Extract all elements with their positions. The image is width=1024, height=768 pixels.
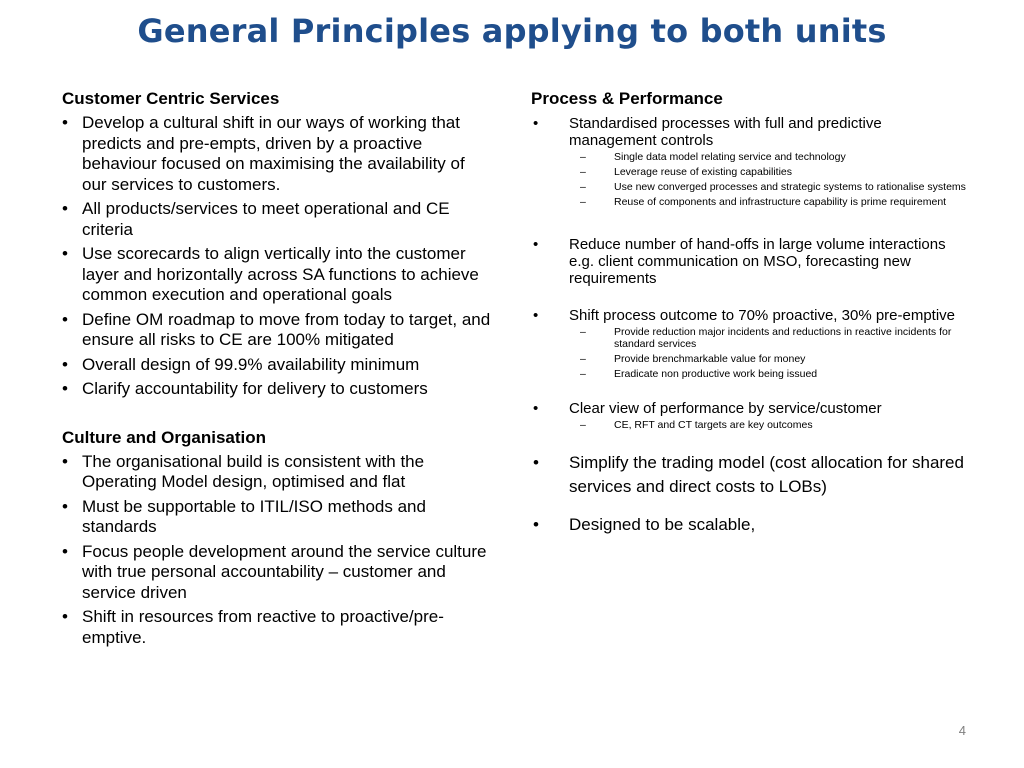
right-column <box>531 89 971 537</box>
list-item: • Overall design of 99.9% availability minimum <box>62 355 492 376</box>
sub-list-item: – Provide brenchmarkable value for money <box>531 353 971 365</box>
list-item: • Reduce number of hand-offs in large volume interactions e.g. client communication on MSO, forecasting new requirements <box>531 236 971 287</box>
sub-list <box>531 419 971 431</box>
sub-list-item: – Use new converged processes and strategic systems to rationalise systems <box>531 181 971 193</box>
sub-list-item: – Eradicate non productive work being issued <box>531 368 971 380</box>
culture-organisation-list <box>62 452 492 649</box>
sub-list-item: – CE, RFT and CT targets are key outcomes <box>531 419 971 431</box>
list-item: • Shift process outcome to 70% proactive, 30% pre-emptive <box>531 307 971 324</box>
customer-centric-list <box>62 113 492 400</box>
sub-list-item: – Single data model relating service and technology <box>531 151 971 163</box>
sub-list-item: – Leverage reuse of existing capabilities <box>531 166 971 178</box>
sub-list-item: – Reuse of components and infrastructure capability is prime requirement <box>531 196 971 208</box>
page-number: 4 <box>958 723 966 738</box>
list-item: • Use scorecards to align vertically into the customer layer and horizontally across SA functions to achieve common execution and operational goals <box>62 244 492 306</box>
list-item: • Focus people development around the service culture with true personal accountability – customer and service driven <box>62 542 492 604</box>
left-column <box>62 89 492 648</box>
slide-title: General Principles applying to both units <box>137 12 887 50</box>
list-item: • Define OM roadmap to move from today to target, and ensure all risks to CE are 100% mitigated <box>62 310 492 351</box>
list-item: • Must be supportable to ITIL/ISO methods and standards <box>62 497 492 538</box>
list-item: • The organisational build is consistent with the Operating Model design, optimised and flat <box>62 452 492 493</box>
sub-list <box>531 326 971 380</box>
list-item: • Designed to be scalable, <box>531 513 971 537</box>
list-item: • Standardised processes with full and predictive management controls <box>531 115 971 149</box>
list-item: • Simplify the trading model (cost allocation for shared services and direct costs to LOBs) <box>531 451 971 499</box>
list-item: • Clear view of performance by service/customer <box>531 400 971 417</box>
sub-list <box>531 151 971 208</box>
list-item: • Clarify accountability for delivery to customers <box>62 379 492 400</box>
process-performance-heading: Process & Performance <box>531 89 723 108</box>
customer-centric-heading: Customer Centric Services <box>62 89 280 108</box>
sub-list-item: – Provide reduction major incidents and reductions in reactive incidents for standard services <box>531 326 971 350</box>
culture-organisation-heading: Culture and Organisation <box>62 427 267 447</box>
list-item: • All products/services to meet operational and CE criteria <box>62 199 492 240</box>
list-item: • Develop a cultural shift in our ways of working that predicts and pre-empts, driven by a proactive behaviour focused on maximising the availability of our services to customers. <box>62 113 492 195</box>
list-item: • Shift in resources from reactive to proactive/pre-emptive. <box>62 607 492 648</box>
